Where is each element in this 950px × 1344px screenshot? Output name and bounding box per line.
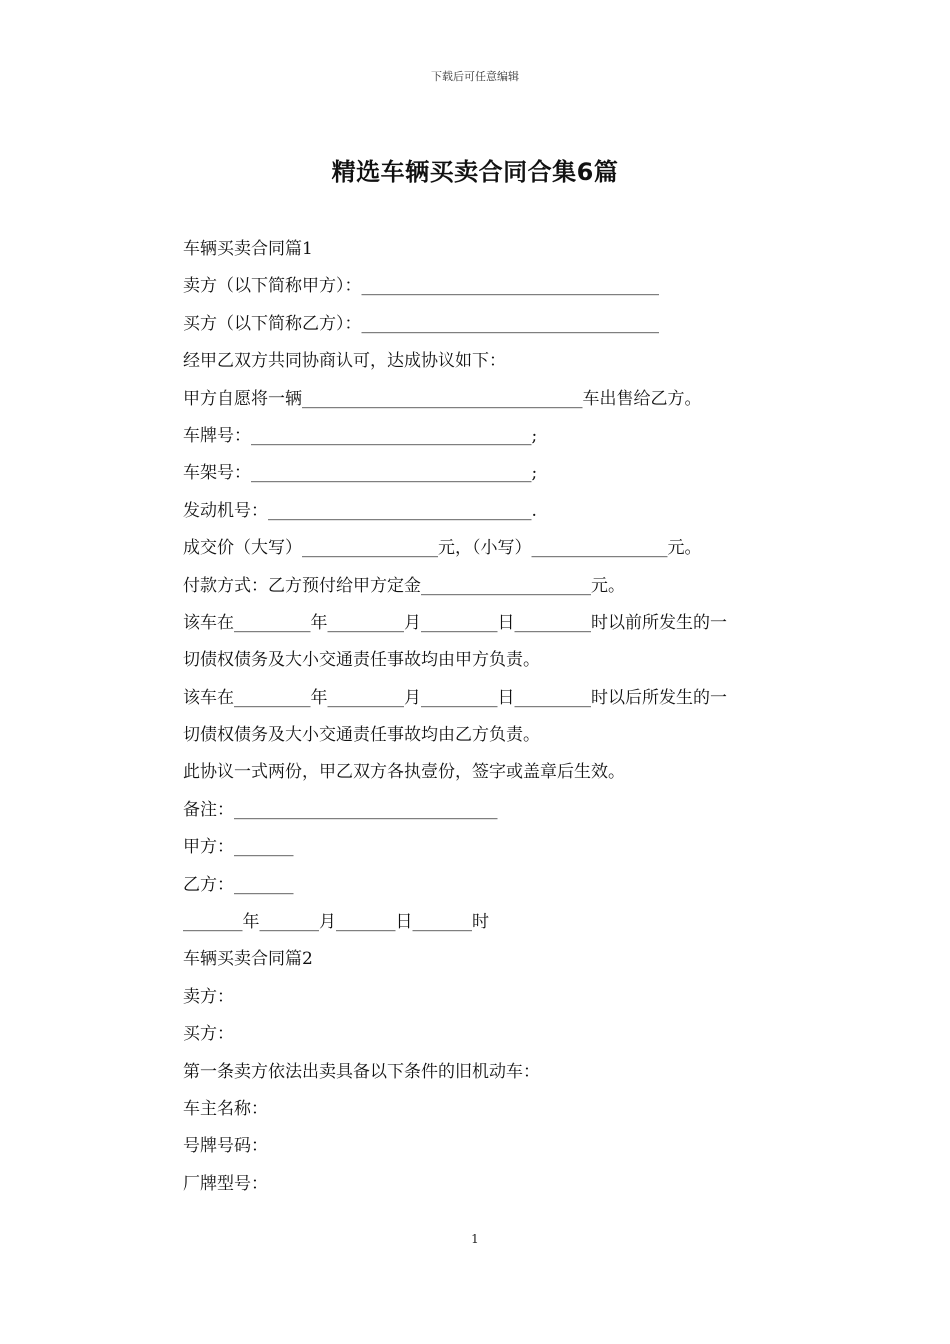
contract-body [183, 234, 783, 1206]
liability-after-line-2: 切债权债务及大小交通责任事故均由乙方负责。 [183, 725, 540, 746]
date-line: _______年_______月_______日_______时 [183, 912, 489, 933]
article-one-line: 第一条卖方依法出卖具备以下条件的旧机动车： [183, 1061, 540, 1082]
model-line: 厂牌型号： [183, 1173, 268, 1194]
price-line: 成交价（大写）________________元，（小写）________________元。 [183, 538, 702, 559]
payment-line: 付款方式：乙方预付给甲方定金____________________元。 [183, 575, 625, 596]
liability-before-line-2: 切债权债务及大小交通责任事故均由甲方负责。 [183, 650, 540, 671]
section-heading-2: 车辆买卖合同篇2 [183, 949, 313, 970]
owner-name-line: 车主名称： [183, 1098, 268, 1119]
remarks-line: 备注：_______________________________ [183, 799, 498, 820]
page-number: 1 [471, 1232, 479, 1246]
vehicle-sale-line: 甲方自愿将一辆_________________________________车出售给乙方。 [183, 388, 702, 409]
plate-number-line-2: 号牌号码： [183, 1136, 268, 1157]
party-a-signature-line: 甲方：_______ [183, 837, 294, 858]
liability-before-line-1: 该车在_________年_________月_________日_________时以前所发生的一 [183, 612, 727, 633]
header-note: 下载后可任意编辑 [431, 70, 519, 83]
agreement-intro: 经甲乙双方共同协商认可，达成协议如下： [183, 351, 506, 372]
seller-line-2: 卖方： [183, 986, 234, 1007]
buyer-line-2: 买方： [183, 1024, 234, 1045]
buyer-line: 买方（以下简称乙方）：___________________________________ [183, 313, 659, 334]
seller-line: 卖方（以下简称甲方）：___________________________________ [183, 276, 659, 297]
frame-number-line: 车架号：_________________________________; [183, 463, 538, 484]
liability-after-line-1: 该车在_________年_________月_________日_________时以后所发生的一 [183, 687, 727, 708]
document-title: 精选车辆买卖合同合集6篇 [331, 158, 619, 186]
plate-number-line: 车牌号：_________________________________; [183, 425, 538, 446]
copies-line: 此协议一式两份，甲乙双方各执壹份，签字或盖章后生效。 [183, 762, 625, 783]
section-heading-1: 车辆买卖合同篇1 [183, 239, 313, 259]
engine-number-line: 发动机号：_______________________________. [183, 500, 537, 521]
party-b-signature-line: 乙方：_______ [183, 874, 294, 895]
